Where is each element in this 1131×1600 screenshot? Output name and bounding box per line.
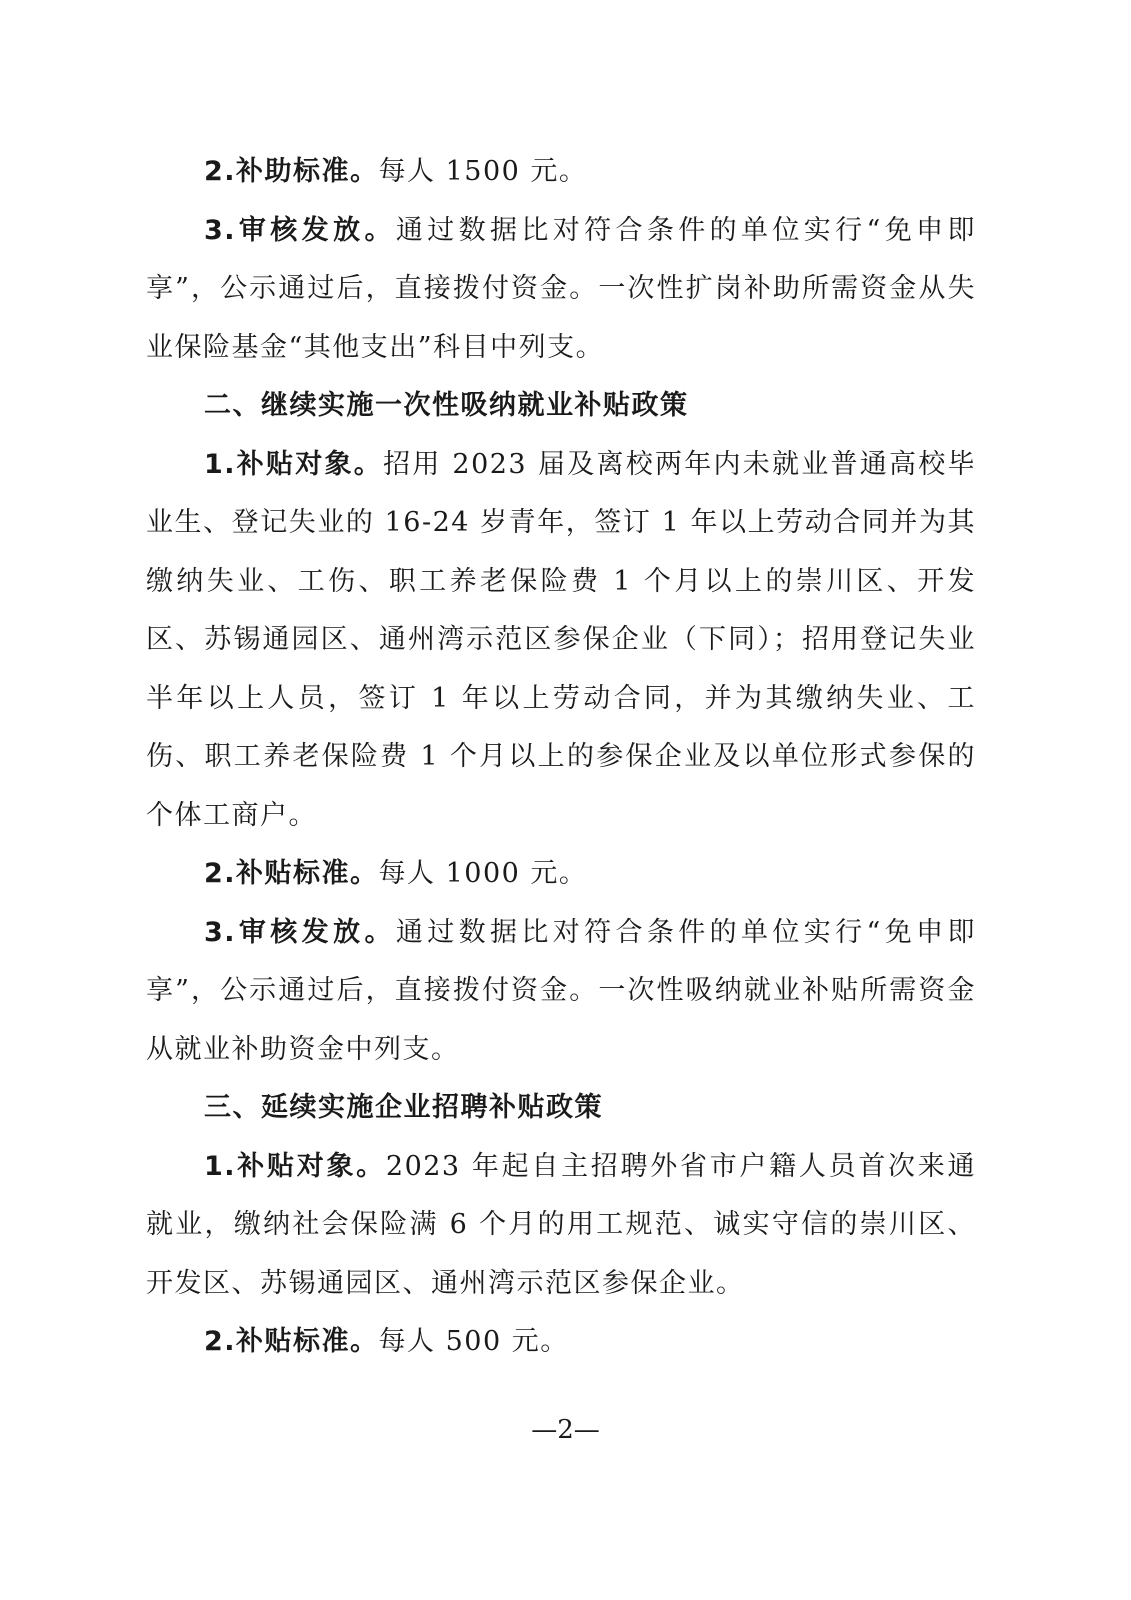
section-heading-2: 二、继续实施一次性吸纳就业补贴政策	[204, 390, 689, 421]
paragraph-lead: 2.补贴标准。	[204, 1326, 379, 1357]
paragraph-text: 2023 年起自主招聘外省市户籍人员首次来通就业，缴纳社会保险满 6 个月的用工规范、诚实守信的崇川区、开发区、苏锡通园区、通州湾示范区参保企业。	[146, 1150, 976, 1299]
paragraph-subsidy-standard-1000	[146, 845, 976, 904]
paragraph-review-disbursement-1	[146, 202, 976, 378]
paragraph-lead: 2.补助标准。	[204, 156, 379, 187]
paragraph-text: 通过数据比对符合条件的单位实行“免申即享”，公示通过后，直接拨付资金。一次性吸纳就业补贴所需资金从就业补助资金中列支。	[146, 916, 977, 1065]
paragraph-lead: 3.审核发放。	[204, 214, 396, 246]
paragraph-lead: 1.补贴对象。	[204, 1150, 386, 1182]
paragraph-text: 每人 1500 元。	[378, 156, 588, 187]
page-number: —2—	[531, 1415, 600, 1445]
section-heading-3: 三、延续实施企业招聘补贴政策	[204, 1092, 603, 1123]
paragraph-text: 招用 2023 届及离校两年内未就业普通高校毕业生、登记失业的 16-24 岁青年，签订 1 年以上劳动合同并为其缴纳失业、工伤、职工养老保险费 1 个月以上的崇川区、开发区、苏锡通园区、通州湾示范区参保企业（下同）；招用登记失业半年以上人员，签订 1 年以上劳动合同，并为其缴纳失业、工伤、职工养老保险费 1 个月以上的参保企业及以单位形式参保的个体工商户。	[146, 448, 976, 831]
paragraph-subsidy-standard-500	[146, 1313, 976, 1372]
paragraph-subsidy-target-3	[146, 1138, 976, 1314]
paragraph-text: 每人 1000 元。	[378, 858, 588, 889]
document-body	[146, 143, 976, 1372]
paragraph-subsidy-standard-1500	[146, 143, 976, 202]
paragraph-lead: 2.补贴标准。	[204, 858, 379, 889]
paragraph-review-disbursement-2	[146, 904, 976, 1080]
paragraph-lead: 3.审核发放。	[204, 916, 396, 948]
paragraph-subsidy-target-2	[146, 436, 976, 846]
paragraph-text: 每人 500 元。	[378, 1326, 569, 1357]
paragraph-text: 通过数据比对符合条件的单位实行“免申即享”，公示通过后，直接拨付资金。一次性扩岗补助所需资金从失业保险基金“其他支出”科目中列支。	[146, 214, 977, 363]
paragraph-lead: 1.补贴对象。	[204, 448, 384, 480]
